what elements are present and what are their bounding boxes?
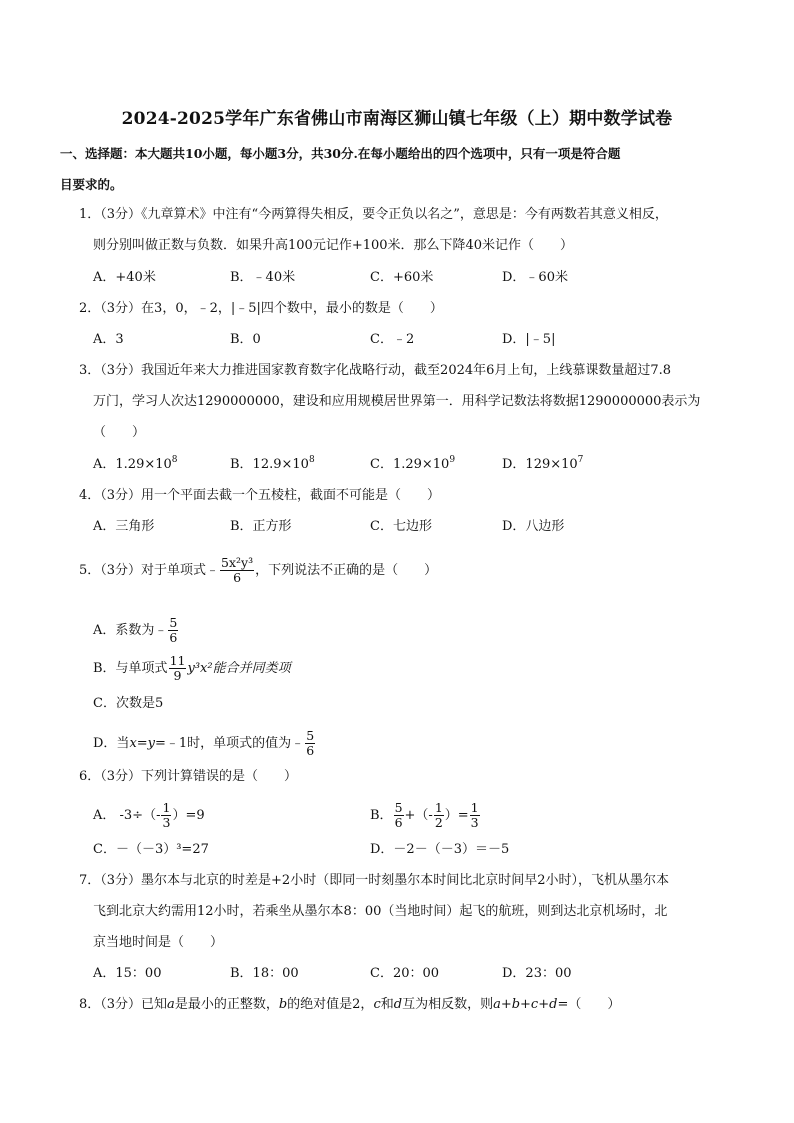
expression: a+b+c+d xyxy=(493,997,558,1012)
variable: c xyxy=(373,997,381,1012)
option-text: A．系数为﹣ xyxy=(93,623,168,638)
q5-option-a[interactable] xyxy=(93,616,179,645)
q7-option-a[interactable]: A．15：00 xyxy=(93,966,162,981)
variable: x=y xyxy=(129,736,156,751)
fraction xyxy=(470,801,480,830)
q4-option-c[interactable]: C．七边形 xyxy=(370,519,432,534)
denominator: 6 xyxy=(394,815,403,830)
denominator: 6 xyxy=(306,743,315,758)
q4-option-b[interactable]: B．正方形 xyxy=(230,519,292,534)
q2-option-a[interactable]: A．3 xyxy=(93,332,124,347)
q4-text: 4．（3分）用一个平面去截一个五棱柱，截面不可能是（ ） xyxy=(79,488,441,503)
q1-option-c[interactable]: C．+60米 xyxy=(370,270,434,285)
q6-option-a[interactable] xyxy=(93,801,205,830)
numerator: 1 xyxy=(470,800,479,815)
q6-option-c[interactable]: C．－（－3）³=27 xyxy=(93,842,209,857)
q8-part: 的绝对值是2， xyxy=(287,997,374,1012)
denominator: 6 xyxy=(169,630,178,645)
q6-option-d[interactable]: D．－2－（－3）＝－5 xyxy=(370,842,510,857)
q7-text: 7．（3分）墨尔本与北京的时差是+2小时（即同一时刻墨尔本时间比北京时间早2小时），飞机从墨尔本 xyxy=(79,873,669,888)
fraction xyxy=(161,801,171,830)
option-text: +（- xyxy=(404,808,433,823)
q8-part: 互为相反数，则 xyxy=(402,997,494,1012)
q3-text: 万门，学习人次达1290000000，建设和应用规模居世界第一．用科学记数法将数据1290000000表示为 xyxy=(93,394,701,409)
variable: b xyxy=(278,997,288,1012)
q7-text: 飞到北京大约需用12小时，若乘坐从墨尔本8：00（当地时间）起飞的航班，则到达北京机场时，北 xyxy=(93,904,668,919)
q7-option-c[interactable]: C．20：00 xyxy=(370,966,440,981)
numerator: 1 xyxy=(434,800,443,815)
q5-prefix: 5．（3分）对于单项式﹣ xyxy=(79,563,220,578)
q5-option-d[interactable] xyxy=(93,729,316,758)
fraction xyxy=(220,556,254,585)
exponent: 8 xyxy=(308,455,315,465)
option-text: =﹣1时，单项式的值为﹣ xyxy=(155,736,305,751)
numerator: 5x²y³ xyxy=(221,555,254,570)
numerator: 5 xyxy=(306,728,315,743)
q8-part: 和 xyxy=(380,997,394,1012)
option-text: D．129×10 xyxy=(502,457,578,472)
section-heading-line: 目要求的。 xyxy=(60,177,123,192)
q2-text: 2．（3分）在3，0，﹣2，|﹣5|四个数中，最小的数是（ ） xyxy=(79,301,443,316)
q4-option-a[interactable]: A．三角形 xyxy=(93,519,155,534)
option-text: y³x²能合并同类项 xyxy=(187,661,291,676)
q6-option-b[interactable] xyxy=(370,801,481,830)
denominator: 2 xyxy=(434,815,443,830)
denominator: 6 xyxy=(233,570,242,585)
option-text: ）= xyxy=(444,808,469,823)
exponent: 7 xyxy=(577,455,584,465)
fraction xyxy=(168,616,178,645)
q8-text xyxy=(79,995,620,1015)
page-title: 2024-2025学年广东省佛山市南海区狮山镇七年级（上）期中数学试卷 xyxy=(121,109,673,129)
q2-option-d[interactable]: D．|﹣5| xyxy=(502,332,556,347)
option-text: D．当 xyxy=(93,736,130,751)
fraction xyxy=(305,729,315,758)
q5-option-c[interactable]: C．次数是5 xyxy=(93,696,164,711)
numerator: 5 xyxy=(394,800,403,815)
q2-option-c[interactable]: C．﹣2 xyxy=(370,332,415,347)
q3-option-b[interactable] xyxy=(230,455,315,475)
q6-text: 6．（3分）下列计算错误的是（ ） xyxy=(79,769,298,784)
option-text: B．12.9×10 xyxy=(230,457,309,472)
option-text: ）=9 xyxy=(172,808,205,823)
q3-text: 3．（3分）我国近年来大力推进国家教育数字化战略行动，截至2024年6月上旬，上线慕课数量超过7.8 xyxy=(79,363,672,378)
option-text: B．与单项式 xyxy=(93,661,168,676)
q1-option-d[interactable]: D．﹣60米 xyxy=(502,270,568,285)
q5-option-b[interactable] xyxy=(93,654,291,683)
q8-part: 8．（3分）已知 xyxy=(79,997,168,1012)
q3-option-d[interactable] xyxy=(502,455,583,475)
q1-option-b[interactable]: B．﹣40米 xyxy=(230,270,296,285)
variable: d xyxy=(393,997,403,1012)
denominator: 3 xyxy=(470,815,479,830)
q3-text: （ ） xyxy=(93,425,146,440)
exponent: 9 xyxy=(449,455,456,465)
q8-part: 是最小的正整数， xyxy=(174,997,279,1012)
q7-option-d[interactable]: D．23：00 xyxy=(502,966,572,981)
exponent: 8 xyxy=(171,455,178,465)
q5-suffix: ，下列说法不正确的是（ ） xyxy=(255,563,438,578)
q1-text: 则分别叫做正数与负数．如果升高100元记作+100米．那么下降40米记作（ ） xyxy=(93,238,574,253)
fraction xyxy=(169,654,187,683)
q2-option-b[interactable]: B．0 xyxy=(230,332,261,347)
numerator: 11 xyxy=(169,653,186,668)
variable: a xyxy=(167,997,175,1012)
section-heading-line: 一、选择题：本大题共10小题，每小题3分，共30分.在每小题给出的四个选项中，只有一项是符合题 xyxy=(60,146,621,161)
q7-option-b[interactable]: B．18：00 xyxy=(230,966,299,981)
q5-text xyxy=(79,556,437,585)
denominator: 9 xyxy=(173,668,182,683)
numerator: 5 xyxy=(169,615,178,630)
option-text: C．1.29×10 xyxy=(370,457,450,472)
q3-option-a[interactable] xyxy=(93,455,178,475)
q1-text: 1．（3分）《九章算术》中注有“今两算得失相反，要令正负以名之”，意思是：今有两数若其意义相反， xyxy=(79,207,668,222)
fraction xyxy=(434,801,444,830)
fraction xyxy=(394,801,404,830)
option-text: A． -3÷（- xyxy=(93,808,161,823)
q3-option-c[interactable] xyxy=(370,455,455,475)
option-text: A．1.29×10 xyxy=(93,457,172,472)
denominator: 3 xyxy=(162,815,171,830)
q8-part: =（ ） xyxy=(557,997,621,1012)
q1-option-a[interactable]: A．+40米 xyxy=(93,270,156,285)
numerator: 1 xyxy=(162,800,171,815)
section-heading xyxy=(60,138,750,200)
q7-text: 京当地时间是（ ） xyxy=(93,935,224,950)
option-text: B． xyxy=(370,808,393,823)
q4-option-d[interactable]: D．八边形 xyxy=(502,519,565,534)
